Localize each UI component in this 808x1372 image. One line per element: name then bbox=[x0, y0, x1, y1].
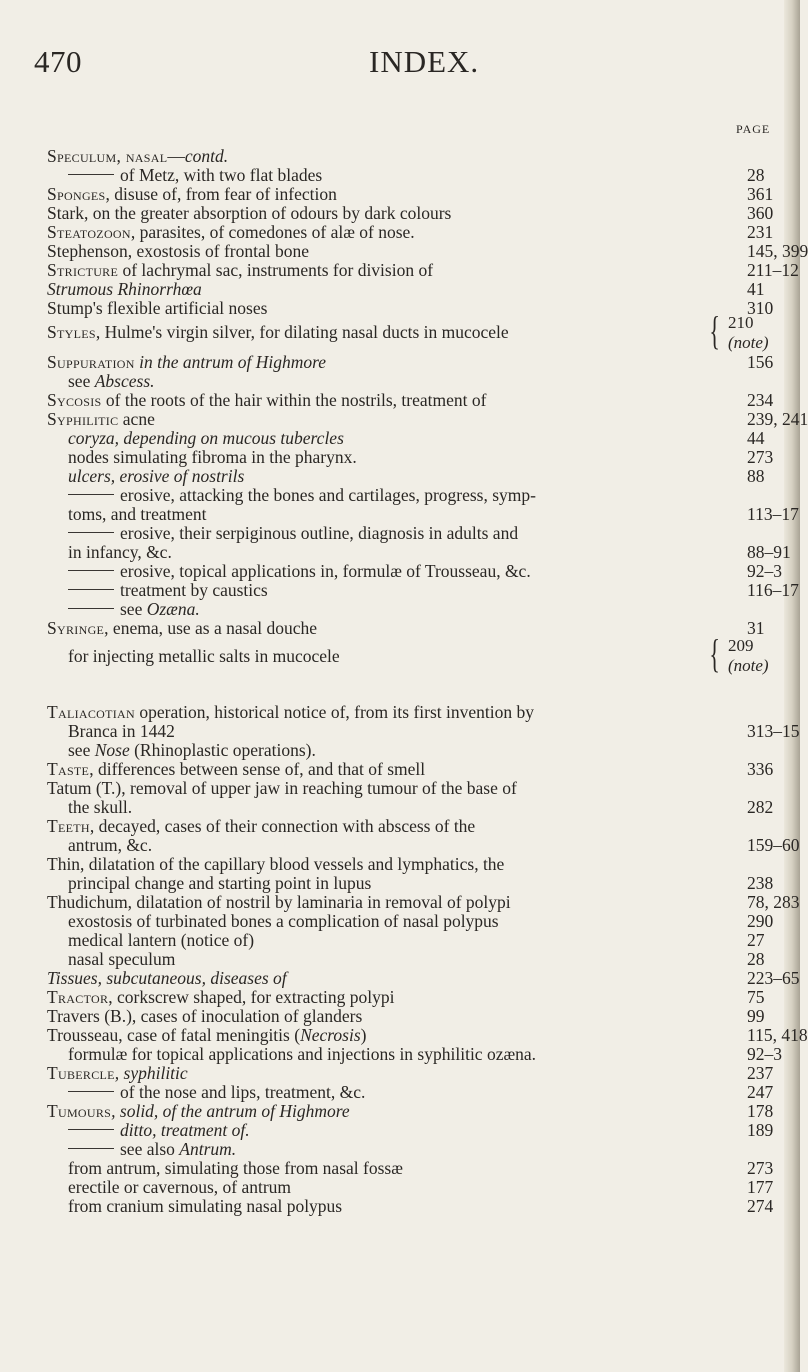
index-entry: in infancy, &c. 88–91 bbox=[68, 542, 791, 562]
page-ref: 92–3 bbox=[747, 1044, 782, 1064]
index-entry: Styles, Hulme's virgin silver, for dilating nasal ducts in mucocele bbox=[47, 322, 509, 342]
index-entry: Tumours, solid, of the antrum of Highmore 178 bbox=[47, 1101, 774, 1121]
index-entry: erectile or cavernous, of antrum 177 bbox=[68, 1177, 774, 1197]
page-ref: 211–12 bbox=[747, 260, 799, 280]
page-column-label: PAGE bbox=[736, 122, 771, 136]
index-entry: Taste, differences between sense of, and that of smell 336 bbox=[47, 759, 774, 779]
page-ref: 113–17 bbox=[747, 504, 799, 524]
page-ref: 210 bbox=[728, 313, 754, 332]
index-entry: see also Antrum. bbox=[0, 1138, 800, 1160]
index-entry: ditto, treatment of. 189 bbox=[0, 1119, 800, 1141]
index-entry: Branca in 1442 313–15 bbox=[68, 721, 800, 741]
page-ref: 28 bbox=[747, 165, 765, 185]
index-entry: Teeth, decayed, cases of their connection with abscess of the bbox=[47, 816, 476, 836]
index-entry: Steatozoon, parasites, of comedones of alæ of nose. 231 bbox=[47, 222, 774, 242]
index-entry: Travers (B.), cases of inoculation of glanders 99 bbox=[47, 1006, 765, 1026]
index-entry: Stump's flexible artificial noses 310 bbox=[47, 298, 774, 318]
page-ref: 116–17 bbox=[747, 580, 799, 600]
index-entry: for injecting metallic salts in mucocele bbox=[68, 646, 340, 666]
index-entry: Tractor, corkscrew shaped, for extracting polypi 75 bbox=[47, 987, 765, 1007]
page-ref: 145, 399 bbox=[747, 241, 808, 261]
index-entry: Stricture of lachrymal sac, instruments for division of 211–12 bbox=[47, 260, 799, 280]
page-ref: 273 bbox=[747, 1158, 774, 1178]
index-entry: Sponges, disuse of, from fear of infection 361 bbox=[47, 184, 774, 204]
index-entry: of the nose and lips, treatment, &c. 247 bbox=[0, 1081, 800, 1103]
index-entry: Tubercle, syphilitic 237 bbox=[47, 1063, 774, 1083]
page-header bbox=[34, 44, 754, 86]
index-entry: Stephenson, exostosis of frontal bone 145, 399 bbox=[47, 241, 808, 261]
page-ref: 177 bbox=[747, 1177, 774, 1197]
index-entry: from antrum, simulating those from nasal fossæ 273 bbox=[68, 1158, 774, 1178]
page-ref: 209 bbox=[728, 636, 754, 655]
index-entry: formulæ for topical applications and injections in syphilitic ozæna. 92–3 bbox=[68, 1044, 782, 1064]
index-entry: coryza, depending on mucous tubercles 44 bbox=[68, 428, 765, 448]
page-ref: 239, 241 bbox=[747, 409, 808, 429]
index-entry: exostosis of turbinated bones a complication of nasal polypus 290 bbox=[68, 911, 774, 931]
page-ref: 282 bbox=[747, 797, 774, 817]
page-ref: 313–15 bbox=[747, 721, 800, 741]
page-ref: 75 bbox=[747, 987, 765, 1007]
page-ref: 31 bbox=[747, 618, 765, 638]
page-ref: 41 bbox=[747, 279, 765, 299]
index-entry: the skull. 282 bbox=[68, 797, 774, 817]
brace: { bbox=[709, 308, 720, 353]
index-entry: principal change and starting point in lupus 238 bbox=[68, 873, 774, 893]
page-ref: 156 bbox=[747, 352, 774, 372]
index-entry: Thin, dilatation of the capillary blood vessels and lymphatics, the bbox=[47, 854, 505, 874]
index-entry: Syringe, enema, use as a nasal douche 31 bbox=[47, 618, 765, 638]
page-ref: 178 bbox=[747, 1101, 774, 1121]
index-entry: antrum, &c. 159–60 bbox=[68, 835, 800, 855]
page-ref: 273 bbox=[747, 447, 774, 467]
index-entry: Speculum, nasal—contd. bbox=[47, 146, 229, 166]
index-entry: Trousseau, case of fatal meningitis (Necrosis) 115, 418 bbox=[47, 1025, 808, 1045]
page-ref-note: (note) bbox=[728, 333, 769, 352]
index-entry: Syphilitic acne 239, 241 bbox=[47, 409, 808, 429]
page-ref: 336 bbox=[747, 759, 774, 779]
page-ref: 237 bbox=[747, 1063, 774, 1083]
index-entry: nasal speculum 28 bbox=[68, 949, 765, 969]
index-entry: Stark, on the greater absorption of odours by dark colours 360 bbox=[47, 203, 774, 223]
index-entry: medical lantern (notice of) 27 bbox=[68, 930, 765, 950]
page-title: INDEX. bbox=[369, 44, 480, 79]
page-ref: 274 bbox=[747, 1196, 774, 1216]
page-ref: 88–91 bbox=[747, 542, 791, 562]
page-ref: 234 bbox=[747, 390, 774, 410]
index-entry: toms, and treatment 113–17 bbox=[68, 504, 799, 524]
brace: { bbox=[709, 631, 720, 676]
index-entry: erosive, their serpiginous outline, diagnosis in adults and bbox=[0, 522, 800, 544]
index-entry: ulcers, erosive of nostrils 88 bbox=[68, 466, 765, 486]
page-ref: 159–60 bbox=[747, 835, 800, 855]
page-ref-note: (note) bbox=[728, 656, 769, 675]
index-entry: nodes simulating fibroma in the pharynx. 273 bbox=[68, 447, 774, 467]
page-ref: 231 bbox=[747, 222, 774, 242]
page-ref: 361 bbox=[747, 184, 774, 204]
page-ref: 189 bbox=[747, 1120, 774, 1140]
page-number: 470 bbox=[34, 44, 82, 79]
page-ref: 223–65 bbox=[747, 968, 800, 988]
page-ref: 44 bbox=[747, 428, 765, 448]
page-ref: 28 bbox=[747, 949, 765, 969]
page-ref: 78, 283 bbox=[747, 892, 800, 912]
index-entry: of Metz, with two flat blades 28 bbox=[0, 164, 800, 186]
index-entry: Suppuration in the antrum of Highmore 156 bbox=[47, 352, 774, 372]
index-entry: Thudichum, dilatation of nostril by laminaria in removal of polypi 78, 283 bbox=[47, 892, 800, 912]
page-ref: 88 bbox=[747, 466, 765, 486]
index-entry: see Abscess. bbox=[68, 371, 155, 391]
index-entry: from cranium simulating nasal polypus 274 bbox=[68, 1196, 774, 1216]
page-ref: 247 bbox=[747, 1082, 774, 1102]
index-entry: Sycosis of the roots of the hair within the nostrils, treatment of 234 bbox=[47, 390, 774, 410]
index-entry: erosive, attacking the bones and cartilages, progress, symp- bbox=[0, 484, 800, 506]
page-ref: 99 bbox=[747, 1006, 765, 1026]
index-entry: erosive, topical applications in, formulæ of Trousseau, &c. 92–3 bbox=[0, 560, 800, 582]
page-ref: 360 bbox=[747, 203, 774, 223]
page-ref: 290 bbox=[747, 911, 774, 931]
index-entry: Tatum (T.), removal of upper jaw in reaching tumour of the base of bbox=[47, 778, 517, 798]
index-entry: Strumous Rhinorrhœa 41 bbox=[47, 279, 765, 299]
page-ref: 238 bbox=[747, 873, 774, 893]
page-ref: 92–3 bbox=[747, 561, 782, 581]
page-ref: 310 bbox=[747, 298, 774, 318]
page-ref: 115, 418 bbox=[747, 1025, 808, 1045]
index-entry: treatment by caustics 116–17 bbox=[0, 579, 800, 601]
page-ref: 27 bbox=[747, 930, 765, 950]
index-entry: Tissues, subcutaneous, diseases of 223–65 bbox=[47, 968, 800, 988]
index-entry: see Nose (Rhinoplastic operations). bbox=[68, 740, 316, 760]
index-entry: see Ozæna. bbox=[0, 598, 800, 620]
index-entry: Taliacotian operation, historical notice of, from its first invention by bbox=[47, 702, 534, 722]
